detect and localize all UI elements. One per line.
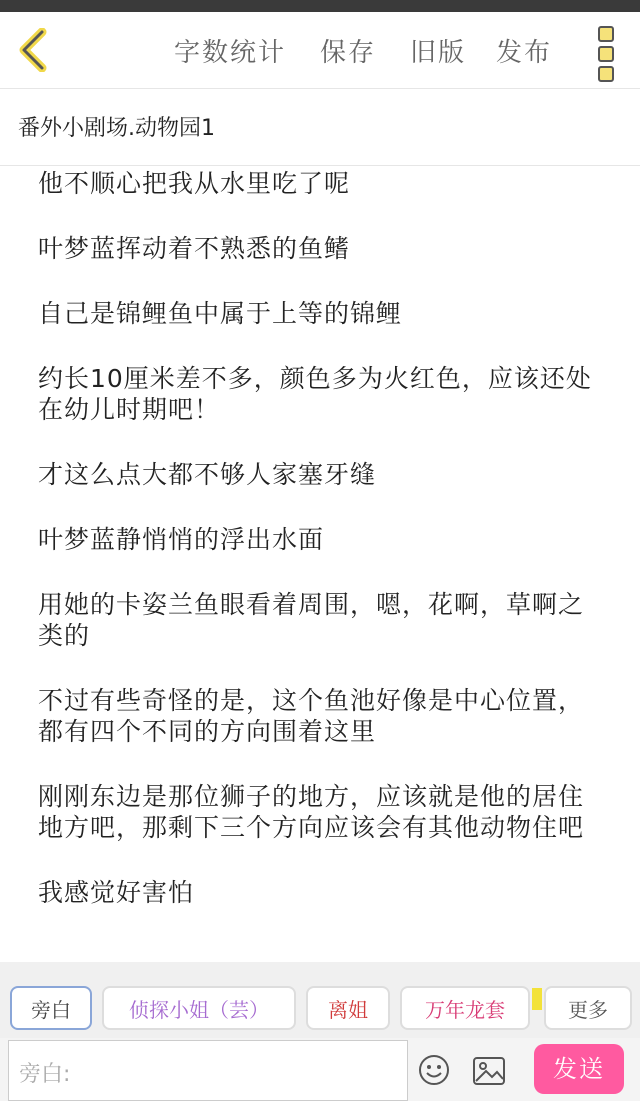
paragraph: 才这么点大都不够人家塞牙缝 <box>38 460 377 489</box>
role-detective-chip[interactable]: 侦探小姐（芸） <box>102 986 296 1030</box>
paragraph: 自己是锦鲤鱼中属于上等的锦鲤 <box>38 299 403 328</box>
paragraph: 叶梦蓝挥动着不熟悉的鱼鳍 <box>38 234 351 263</box>
paragraph: 约长10厘米差不多，颜色多为火红色，应该还处在幼儿时期吧！ <box>38 364 592 424</box>
word-count-button[interactable]: 字数统计 <box>174 38 287 68</box>
more-menu-icon[interactable] <box>598 26 616 78</box>
old-version-button[interactable]: 旧版 <box>410 38 467 68</box>
status-bar <box>0 0 640 12</box>
back-icon[interactable] <box>14 28 54 72</box>
top-toolbar <box>0 12 640 89</box>
paragraph: 用她的卡姿兰鱼眼看着周围，嗯，花啊，草啊之类的 <box>38 590 585 650</box>
more-roles-button[interactable]: 更多 <box>544 986 632 1030</box>
paragraph: 他不顺心把我从水里吃了呢 <box>38 169 351 198</box>
paragraph: 我感觉好害怕 <box>38 878 195 907</box>
image-icon[interactable] <box>472 1056 506 1086</box>
story-content[interactable] <box>38 168 604 942</box>
paragraph: 不过有些奇怪的是，这个鱼池好像是中心位置，都有四个不同的方向围着这里 <box>38 686 585 746</box>
chapter-title[interactable]: 番外小剧场.动物园1 <box>18 116 215 141</box>
chapter-title-row[interactable] <box>0 89 640 166</box>
emoji-icon[interactable] <box>418 1054 450 1086</box>
role-narration-chip[interactable]: 旁白 <box>10 986 92 1030</box>
paragraph: 刚刚东边是那位狮子的地方，应该就是他的居住地方吧，那剩下三个方向应该会有其他动物住吧 <box>38 782 585 842</box>
publish-button[interactable]: 发布 <box>496 38 553 68</box>
role-li-chip[interactable]: 离姐 <box>306 986 390 1030</box>
save-button[interactable]: 保存 <box>320 38 377 68</box>
role-selector-bar <box>0 962 640 1038</box>
message-input[interactable]: 旁白: <box>8 1040 408 1101</box>
paragraph: 叶梦蓝静悄悄的浮出水面 <box>38 525 325 554</box>
role-wannian-chip[interactable]: 万年龙套 <box>400 986 530 1030</box>
send-button[interactable]: 发送 <box>534 1044 624 1094</box>
role-marker <box>532 988 542 1010</box>
